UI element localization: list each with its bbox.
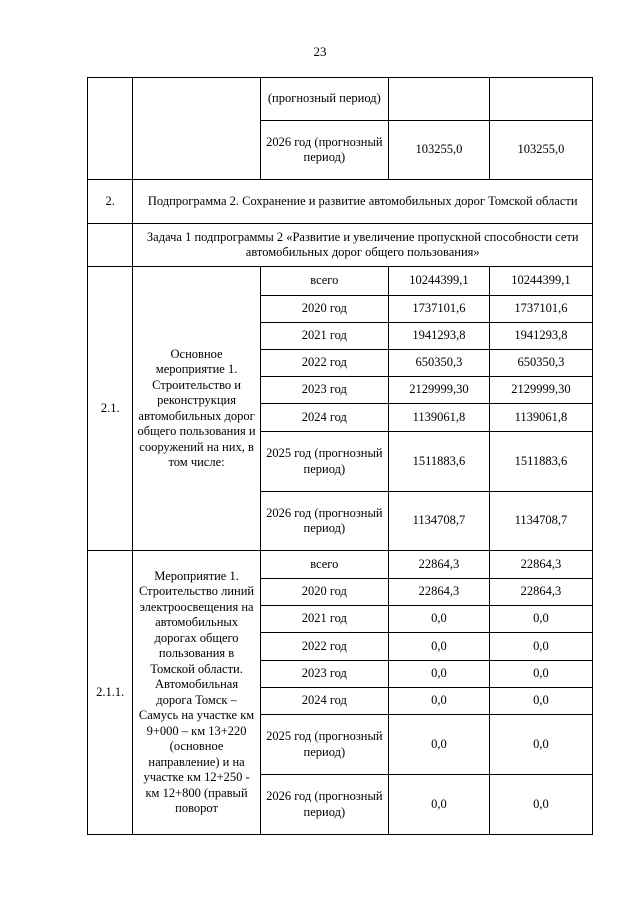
period-cell: 2020 год <box>260 579 388 606</box>
value-cell: 2129999,30 <box>388 377 489 404</box>
measure-number: 2.1. <box>88 267 133 551</box>
value-cell: 1139061,8 <box>388 404 489 432</box>
page-number: 23 <box>313 44 327 59</box>
value-cell: 0,0 <box>489 715 592 775</box>
value-cell: 0,0 <box>489 688 592 715</box>
value-cell: 10244399,1 <box>489 267 592 296</box>
period-cell: всего <box>260 551 388 579</box>
period-cell: 2020 год <box>260 296 388 323</box>
value-cell: 0,0 <box>489 661 592 688</box>
period-cell: 2025 год (прогнозный период) <box>260 715 388 775</box>
value-cell: 1941293,8 <box>489 323 592 350</box>
value-cell: 650350,3 <box>489 350 592 377</box>
period-cell: 2021 год <box>260 323 388 350</box>
value-cell: 0,0 <box>388 606 489 633</box>
subprogram-number: 2. <box>88 180 133 224</box>
value-cell: 0,0 <box>489 775 592 835</box>
period-cell: 2022 год <box>260 350 388 377</box>
value-cell <box>489 78 592 121</box>
table-row <box>88 551 593 579</box>
value-cell: 0,0 <box>489 606 592 633</box>
value-cell: 22864,3 <box>489 579 592 606</box>
value-cell: 0,0 <box>489 633 592 661</box>
value-cell: 0,0 <box>388 715 489 775</box>
period-cell: 2024 год <box>260 404 388 432</box>
measure-name: Основное мероприятие 1. Строительство и реконструкция автомобильных дорог общего пользования и сооружений на них, в том числе: <box>133 267 260 551</box>
empty-number-cell <box>88 224 133 267</box>
period-cell: 2026 год (прогнозный период) <box>260 775 388 835</box>
value-cell: 10244399,1 <box>388 267 489 296</box>
value-cell: 1941293,8 <box>388 323 489 350</box>
period-cell: 2026 год (прогнозный период) <box>260 492 388 551</box>
period-cell: 2026 год (прогнозный период) <box>260 121 388 180</box>
value-cell: 103255,0 <box>489 121 592 180</box>
value-cell: 1139061,8 <box>489 404 592 432</box>
empty-name-cell <box>133 78 260 180</box>
period-cell: 2021 год <box>260 606 388 633</box>
value-cell: 1134708,7 <box>489 492 592 551</box>
value-cell: 1737101,6 <box>388 296 489 323</box>
value-cell: 1511883,6 <box>388 432 489 492</box>
period-cell: 2023 год <box>260 377 388 404</box>
value-cell: 650350,3 <box>388 350 489 377</box>
period-cell: всего <box>260 267 388 296</box>
value-cell: 22864,3 <box>388 579 489 606</box>
budget-table <box>87 77 593 835</box>
value-cell: 1134708,7 <box>388 492 489 551</box>
subprogram-title: Подпрограмма 2. Сохранение и развитие автомобильных дорог Томской области <box>133 180 593 224</box>
table-row <box>88 78 593 121</box>
value-cell: 103255,0 <box>388 121 489 180</box>
period-cell: 2024 год <box>260 688 388 715</box>
value-cell: 0,0 <box>388 688 489 715</box>
value-cell: 0,0 <box>388 661 489 688</box>
subprogram-row <box>88 180 593 224</box>
table-row <box>88 267 593 296</box>
value-cell <box>388 78 489 121</box>
period-cell: 2022 год <box>260 633 388 661</box>
period-cell: (прогнозный период) <box>260 78 388 121</box>
measure-number: 2.1.1. <box>88 551 133 835</box>
value-cell: 2129999,30 <box>489 377 592 404</box>
value-cell: 1737101,6 <box>489 296 592 323</box>
value-cell: 0,0 <box>388 633 489 661</box>
measure-name: Мероприятие 1. Строительство линий электроосвещения на автомобильных дорогах общего пользования в Томской области. Автомобильная дорога Томск – Самусь на участке км 9+000 – км 13+220 (основное направление) и на участке км 12+250 - км 12+800 (правый поворот <box>133 551 260 835</box>
value-cell: 22864,3 <box>489 551 592 579</box>
period-cell: 2023 год <box>260 661 388 688</box>
value-cell: 1511883,6 <box>489 432 592 492</box>
task-row <box>88 224 593 267</box>
empty-number-cell <box>88 78 133 180</box>
period-cell: 2025 год (прогнозный период) <box>260 432 388 492</box>
value-cell: 22864,3 <box>388 551 489 579</box>
value-cell: 0,0 <box>388 775 489 835</box>
task-title: Задача 1 подпрограммы 2 «Развитие и увеличение пропускной способности сети автомобильных дорог общего пользования» <box>133 224 593 267</box>
